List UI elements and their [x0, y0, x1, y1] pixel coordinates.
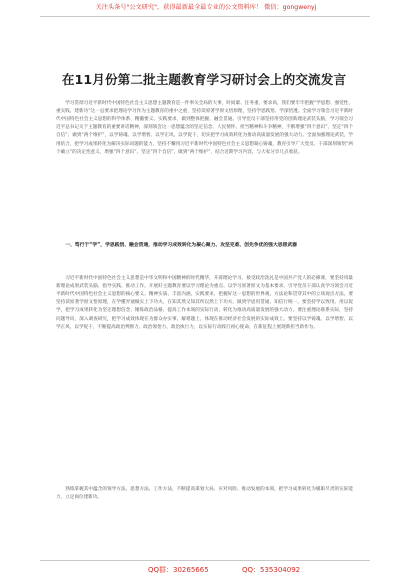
footer: [40, 563, 370, 577]
footer-divider: [40, 560, 370, 561]
body-paragraph-closing: 熟练掌握其中蕴含的领导方法、思想方法、工作方法，不断提高谋划大局、应对风险、推动发展的本领，把学习成果转化为履职尽责的实际能力，立足岗位建新功。: [56, 486, 353, 500]
footer-qq-group: QQ群：30265665: [148, 566, 209, 574]
header-banner: 关注头条号"公文研究"，获得最新最全最专业的公文资料库！ 微信：gongwenyj: [95, 4, 317, 11]
body-paragraph-intro: 学习贯彻习近平新时代中国特色社会主义思想主题教育是一件事关全局的大事，时间紧、任务重、要求高，我们要牢牢把握“学思想、强党性、重实践、建新功”这一总要求把理论学习作为主题教育的重中之重，坚持读原著学原文悟原理，坚持学思践悟、学深悟透。全面学习领会习近平新时代中国特色社会主义思想的科学体系、精髓要义、实践要求，做到整体把握、融会贯通。引导党员干部坚持用党的创新理论武装头脑，学习领会习近平总书记关于主题教育的重要讲话精神，深刻领会这一思想蕴含的坚定信念、人民情怀、担当精神和斗争精神，不断增强“四个意识”、坚定“四个自信”、做到“两个维护”，以学铸魂、以学增智、以学正风、以学促干，切实把学习成效转化为推动高质量发展的强大动力。全面加强理论武装，学用结合，把学习成果转化为解决实际问题的能力，坚持不懈用习近平新时代中国特色社会主义思想凝心铸魂，教育引导广大党员、干部深刻领悟“两个确立”的决定性意义，增强“四个意识”、坚定“四个自信”，做到“两个维护”，结合近期学习内容，与大家分享几点收获。: [56, 100, 353, 155]
footer-qq-contact: QQ：535304092: [242, 566, 301, 574]
document-title: 在11月份第二批主题教育学习研讨会上的交流发言: [61, 72, 347, 87]
header-divider: [40, 16, 370, 17]
body-paragraph-section-1: 习近平新时代中国特色社会主义思想是中华文明和中国精神的时代精华，开辟理论学习、接受政治洗礼是中国共产党人的必修课，要坚持用最新理论成果武装头脑、指导实践、推动工作。开展好主题教育要以学习理论为重点、以学习原著原文为基本要求，引导党员干部认真学习领会习近平新时代中国特色社会主义思想的核心要义、精神实质、丰富内涵、实践要求，把握好这一思想的世界观、方法论和贯穿其中的立场观点方法。要坚持读原著学原文悟原理，在学懂弄通做实上下功夫，在知其然又知其所以然上下功夫，做到学思用贯通、知信行统一。要坚持学以致用、用以促学，把学习成果转化为坚定理想信念、锤炼政治品格、提高工作本领的实际行动，转化为推动高质量发展的强大动力。要注重理论联系实际，坚持问题导向，深入调查研究，把学习成效体现在为群众办实事、解难题上，体现在推动经济社会发展的实际成效上。要坚持以学铸魂、以学增智、以学正风、以学促干，不断提高政治判断力、政治领悟力、政治执行力，以实际行动践行初心使命，在新征程上展现新担当新作为。: [56, 275, 353, 330]
section-heading: 一、笃行于“学”，学思践悟、融会贯通，推动学习成效转化为凝心聚力、攻坚克难、创先争优的强大思想武器: [65, 243, 297, 248]
